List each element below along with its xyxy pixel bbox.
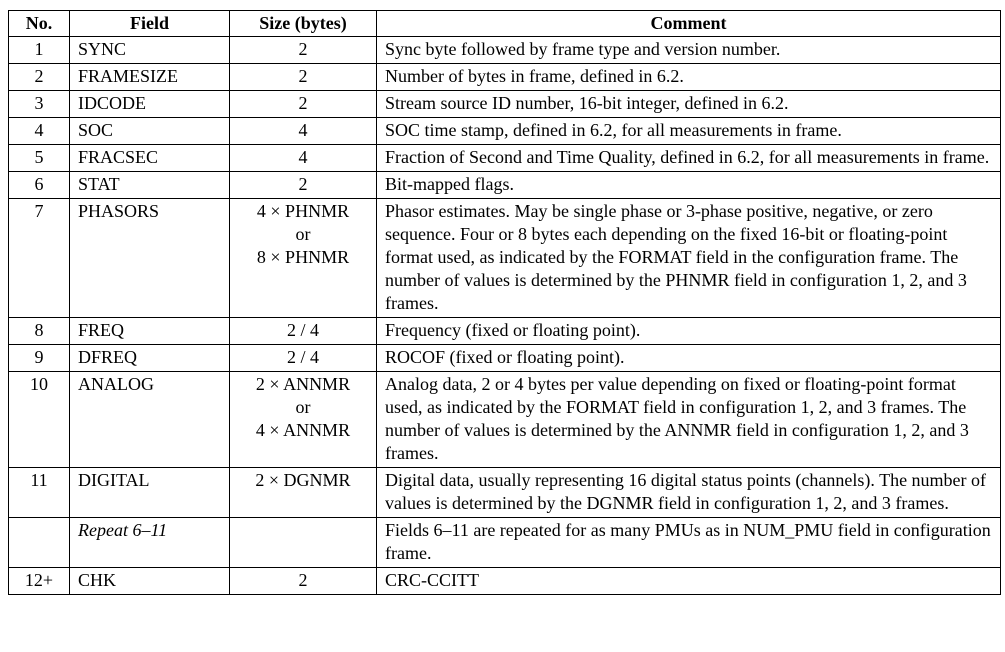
field-size xyxy=(230,145,377,172)
field-size-line: 4 xyxy=(298,147,308,167)
table-row xyxy=(9,468,1001,518)
field-size xyxy=(230,172,377,199)
field-size-line: 4 × PHNMR xyxy=(256,201,350,221)
field-size-line: 4 × ANNMR xyxy=(255,420,351,440)
table-row xyxy=(9,318,1001,345)
header-comment: Comment xyxy=(377,11,1001,37)
header-row xyxy=(9,11,1001,37)
field-name: DFREQ xyxy=(70,345,230,372)
field-comment: Stream source ID number, 16-bit integer, defined in 6.2. xyxy=(377,91,1001,118)
field-name: FREQ xyxy=(70,318,230,345)
table-row xyxy=(9,64,1001,91)
field-comment: Number of bytes in frame, defined in 6.2. xyxy=(377,64,1001,91)
table-row xyxy=(9,372,1001,468)
field-size-line: 2 xyxy=(298,174,308,194)
field-size xyxy=(230,199,377,318)
table-row xyxy=(9,518,1001,568)
field-size xyxy=(230,372,377,468)
field-name: CHK xyxy=(70,568,230,595)
row-number: 6 xyxy=(9,172,70,199)
field-name: FRACSEC xyxy=(70,145,230,172)
field-comment: ROCOF (fixed or floating point). xyxy=(377,345,1001,372)
header-size: Size (bytes) xyxy=(230,11,377,37)
table-row xyxy=(9,172,1001,199)
field-name: SYNC xyxy=(70,37,230,64)
field-name: FRAMESIZE xyxy=(70,64,230,91)
field-name: PHASORS xyxy=(70,199,230,318)
table-row xyxy=(9,91,1001,118)
field-comment: SOC time stamp, defined in 6.2, for all measurements in frame. xyxy=(377,118,1001,145)
field-size-line: 2 / 4 xyxy=(286,320,319,340)
field-size-line: or xyxy=(295,224,311,244)
field-comment: Fields 6–11 are repeated for as many PMUs as in NUM_PMU field in configuration frame. xyxy=(377,518,1001,568)
row-number: 3 xyxy=(9,91,70,118)
field-size-line: 2 × DGNMR xyxy=(255,470,351,490)
field-comment: Digital data, usually representing 16 digital status points (channels). The number of values is determined by the DGNMR field in configuration 1, 2, and 3 frames. xyxy=(377,468,1001,518)
table-row xyxy=(9,145,1001,172)
field-size xyxy=(230,345,377,372)
row-number: 12+ xyxy=(9,568,70,595)
field-size xyxy=(230,118,377,145)
row-number: 5 xyxy=(9,145,70,172)
field-size-line: 8 × PHNMR xyxy=(256,247,350,267)
frame-structure-table-container xyxy=(8,10,1001,595)
field-size xyxy=(230,64,377,91)
field-size-line: 2 xyxy=(298,93,308,113)
field-size-line: 2 xyxy=(298,66,308,86)
field-name: DIGITAL xyxy=(70,468,230,518)
table-row xyxy=(9,568,1001,595)
row-number: 2 xyxy=(9,64,70,91)
field-size xyxy=(230,318,377,345)
row-number xyxy=(9,518,70,568)
table-row xyxy=(9,345,1001,372)
header-no: No. xyxy=(9,11,70,37)
row-number: 9 xyxy=(9,345,70,372)
field-size xyxy=(230,91,377,118)
field-comment: Analog data, 2 or 4 bytes per value depending on fixed or floating-point format used, as indicated by the FORMAT field in configuration 1, 2, and 3 frames. The number of values is determined by the ANNMR field in configuration 1, 2, and 3 frames. xyxy=(377,372,1001,468)
field-comment: CRC-CCITT xyxy=(377,568,1001,595)
header-field: Field xyxy=(70,11,230,37)
field-size-line: 2 xyxy=(298,39,308,59)
row-number: 7 xyxy=(9,199,70,318)
field-comment: Sync byte followed by frame type and version number. xyxy=(377,37,1001,64)
field-comment: Bit-mapped flags. xyxy=(377,172,1001,199)
table-row xyxy=(9,199,1001,318)
field-size-line: 2 xyxy=(298,570,308,590)
field-size-line: 4 xyxy=(298,120,308,140)
frame-structure-table xyxy=(8,10,1001,595)
row-number: 1 xyxy=(9,37,70,64)
table-body xyxy=(9,37,1001,595)
field-comment: Phasor estimates. May be single phase or 3-phase positive, negative, or zero sequence. Four or 8 bytes each depending on the fixed 16-bit or floating-point format used, as indicated by the FORMAT field in the configuration frame. The number of values is determined by the PHNMR field in configuration 1, 2, and 3 frames. xyxy=(377,199,1001,318)
field-size xyxy=(230,518,377,568)
field-size-line: or xyxy=(295,397,311,417)
field-name: SOC xyxy=(70,118,230,145)
field-name: STAT xyxy=(70,172,230,199)
row-number: 10 xyxy=(9,372,70,468)
row-number: 4 xyxy=(9,118,70,145)
field-comment: Fraction of Second and Time Quality, defined in 6.2, for all measurements in frame. xyxy=(377,145,1001,172)
field-size-line: 2 × ANNMR xyxy=(255,374,351,394)
field-name: IDCODE xyxy=(70,91,230,118)
field-comment: Frequency (fixed or floating point). xyxy=(377,318,1001,345)
field-name: ANALOG xyxy=(70,372,230,468)
field-size xyxy=(230,568,377,595)
field-name: Repeat 6–11 xyxy=(70,518,230,568)
table-header xyxy=(9,11,1001,37)
table-row xyxy=(9,37,1001,64)
field-size-line: 2 / 4 xyxy=(286,347,319,367)
field-size xyxy=(230,37,377,64)
row-number: 11 xyxy=(9,468,70,518)
table-row xyxy=(9,118,1001,145)
field-size xyxy=(230,468,377,518)
row-number: 8 xyxy=(9,318,70,345)
